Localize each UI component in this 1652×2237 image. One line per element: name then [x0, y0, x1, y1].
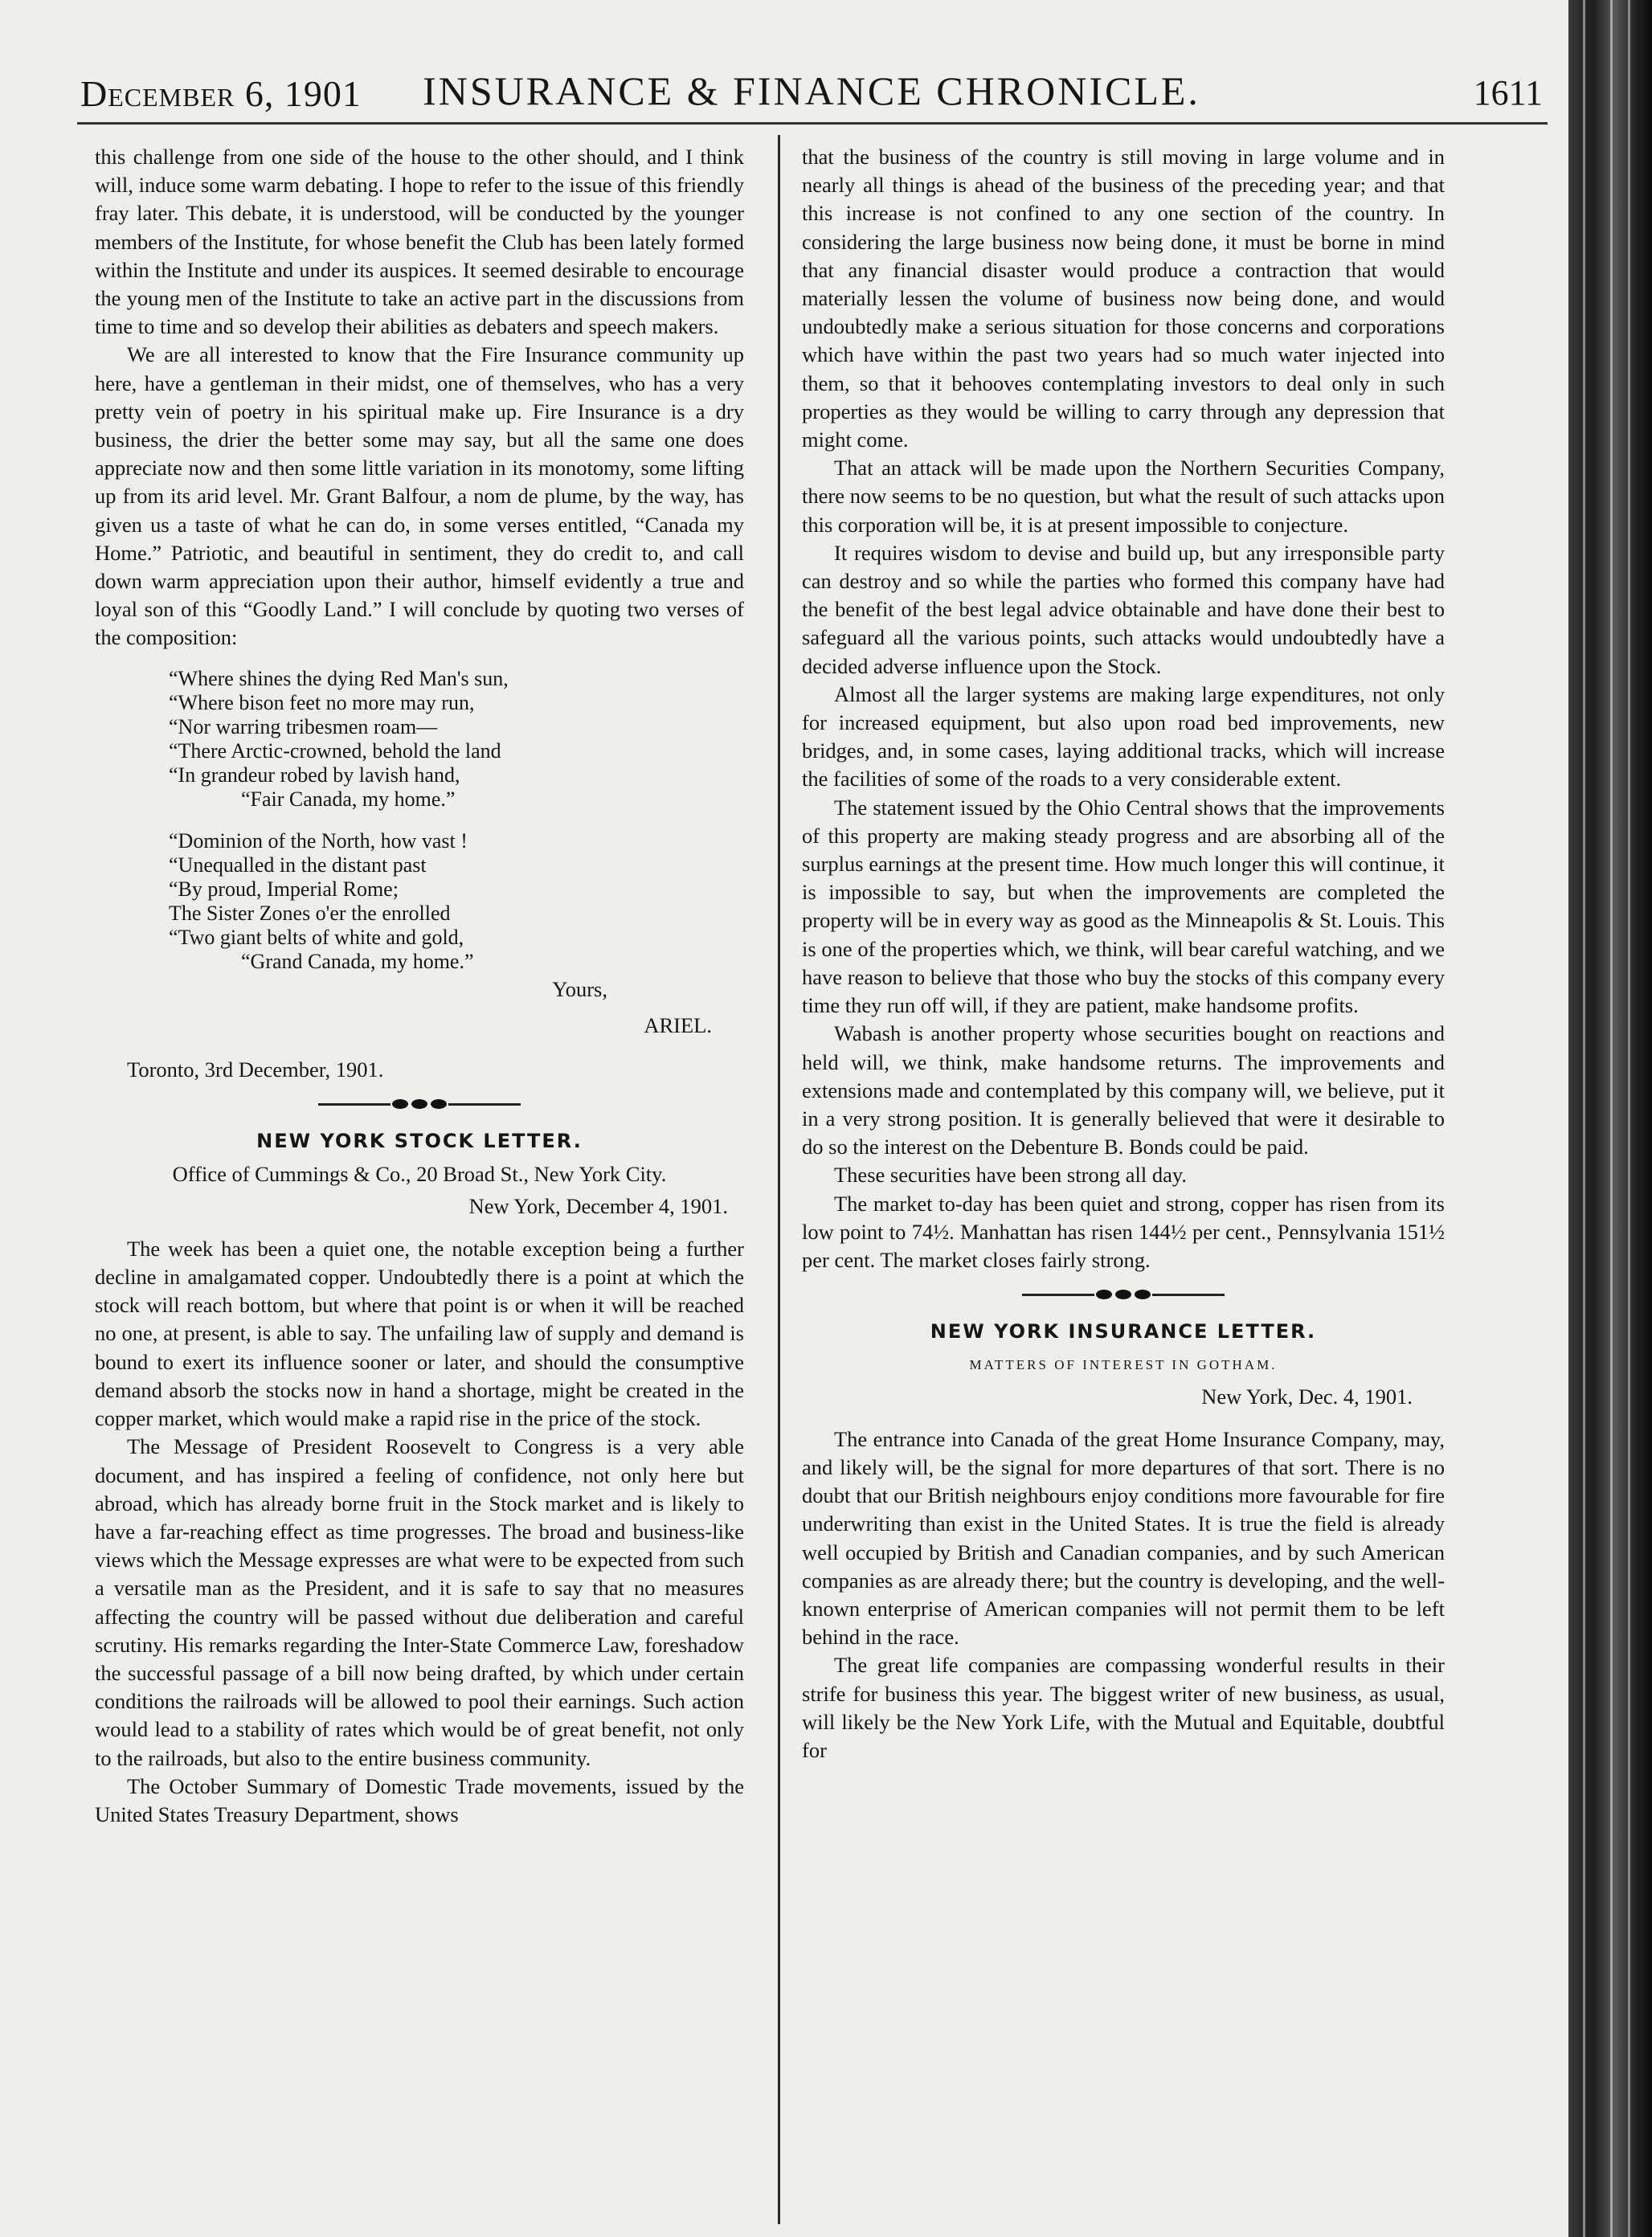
article-paragraph: We are all interested to know that the Fire Insurance community up here, have a gentleman in their midst, one of themselves, who has a very pretty vein of poetry in his spiritual make up. Fire Insurance is a dry business, the drier the better some may say, but all the same one does appreciate now and then some little variation in its monotomy, some lifting up from its arid level. Mr. Grant Balfour, a nom de plume, by the way, has given us a taste of what he can do, in some verses entitled, “Canada my Home.” Patriotic, and beautiful in sentiment, they do credit to, and call down warm appreciation upon their author, himself evidently a true and loyal son of this “Goodly Land.” I will conclude by quoting two verses of the composition: — [95, 342, 744, 650]
letter-closing: Yours, — [552, 976, 607, 1001]
article-paragraph: The week has been a quiet one, the notable exception being a further decline in amalgamated copper. Undoubtedly there is a point at which the stock will reach bottom, but where that point is or when it will be reached no one, at present, is able to say. The unfailing law of supply and demand is bound to exert its influence sooner or later, and should the consumptive demand absorb the stocks now in hand a shortage, might be created in the copper market, which would make a rapid rise in the price of the stock. — [95, 1236, 744, 1431]
article-paragraph: The October Summary of Domestic Trade movements, issued by the United States Treasury Department, shows — [95, 1773, 744, 1826]
poem — [169, 667, 744, 974]
article-paragraph: Wabash is another property whose securities bought on reactions and held will, we think, make handsome returns. The improvements and extensions made and contemplated by this company will, we believe, put it in a very strong position. It is generally believed that were it desirable to do so the interest on the Debenture B. Bonds could be paid. — [802, 1021, 1445, 1159]
section-title: NEW YORK INSURANCE LETTER. — [930, 1320, 1317, 1343]
letter-signature: ARIEL. — [644, 1012, 712, 1037]
binding-gutter — [1568, 0, 1652, 2237]
poem-line: “Where bison feet no more may run, — [169, 690, 475, 714]
section-subtitle: MATTERS OF INTEREST IN GOTHAM. — [969, 1357, 1278, 1373]
poem-line: “Where shines the dying Red Man's sun, — [169, 666, 509, 690]
article-paragraph: that the business of the country is still moving in large volume and in nearly all things is ahead of the business of the preceding year; and that this increase is not confined to any one section of the country. In considering the large business now being done, it must be borne in mind that any financial disaster would produce a contraction that would materially lessen the volume of business now being done, and would undoubtedly make a serious situation for those concerns and corporations which have within the past two years had so much water injected into them, so that it behooves contemplating investors to deal only in such properties as they would be willing to carry through any depression that might come. — [802, 145, 1445, 452]
article-paragraph: Almost all the larger systems are making large expenditures, not only for increased equipment, but also upon road bed improvements, new bridges, and, in some cases, laying additional tracks, which will increase the facilities of some of the roads to a very considerable extent. — [802, 681, 1445, 791]
section-ornament — [95, 1095, 744, 1113]
poem-line: “Nor warring tribesmen roam— — [169, 714, 438, 738]
article-paragraph: The market to-day has been quiet and strong, copper has risen from its low point to 74½. Manhattan has risen 144½ per cent., Pennsylvania 151½ per cent. The market closes fairly strong. — [802, 1191, 1445, 1272]
section-title: NEW YORK STOCK LETTER. — [256, 1130, 583, 1153]
article-paragraph: It requires wisdom to devise and build up, but any irresponsible party can destroy and so while the parties who formed this company have had the benefit of the best legal advice obtainable and have done their best to safeguard all the various points, such attacks would undoubtedly have a decided adverse influence upon the Stock. — [802, 540, 1445, 678]
poem-line: “Grand Canada, my home.” — [241, 949, 474, 973]
article-paragraph: The statement issued by the Ohio Central shows that the improvements of this property are making steady progress and are absorbing all of the surplus earnings at the present time. How much longer this will continue, it is impossible to say, but when the improvements are completed the property will be in every way as good as the Minneapolis & St. Louis. This is one of the properties which, we think, will bear careful watching, and we have reason to believe that those who buy the stocks of this company every time they run off will, if they are patient, make handsome profits. — [802, 795, 1445, 1018]
article-paragraph: The Message of President Roosevelt to Congress is a very able document, and has inspired a feeling of confidence, not only here but abroad, which has already borne fruit in the Stock market and is likely to have a far-reaching effect as time progresses. The broad and business-like views which the Message expresses are what were to be expected from such a versatile man as the President, and it is safe to say that no measures affecting the country will be passed without due deliberation and careful scrutiny. His remarks regarding the Inter-State Commerce Law, foreshadow the successful passage of a bill now being drafted, by which under certain conditions the railroads will be allowed to pool their earnings. Such action would lead to a stability of rates which would be of great benefit, not only to the railroads, but also to the entire business community. — [95, 1434, 744, 1770]
article-paragraph: this challenge from one side of the house to the other should, and I think will, induce some warm debating. I hope to refer to the issue of this friendly fray later. This debate, it is understood, will be conducted by the younger members of the Institute, for whose benefit the Club has been lately formed within the Institute and under its auspices. It seemed desirable to encourage the young men of the Institute to take an active part in the discussions from time to time and so develop their abilities as debaters and speech makers. — [95, 145, 744, 339]
article-paragraph: These securities have been strong all day. — [834, 1163, 1188, 1188]
poem-line: “Dominion of the North, how vast ! — [169, 828, 468, 853]
header-page-number: 1611 — [1473, 73, 1543, 112]
poem-line: “Unequalled in the distant past — [169, 853, 427, 877]
poem-line: “By proud, Imperial Rome; — [169, 877, 399, 901]
letter-place-date: Toronto, 3rd December, 1901. — [127, 1057, 384, 1082]
poem-line: “Two giant belts of white and gold, — [169, 925, 464, 949]
section-dateline: New York, Dec. 4, 1901. — [1201, 1384, 1413, 1409]
section-dateline: New York, December 4, 1901. — [468, 1193, 728, 1218]
header-rule — [77, 122, 1548, 125]
header-date: December 6, 1901 — [80, 73, 362, 114]
section-office: Office of Cummings & Co., 20 Broad St., New York City. — [172, 1162, 667, 1187]
section-ornament — [802, 1286, 1445, 1303]
article-paragraph: The entrance into Canada of the great Home Insurance Company, may, and likely will, be the signal for more departures of that sort. There is no doubt that our British neighbours enjoy conditions more favourable for fire underwriting than exist in the United States. It is true the field is already well occupied by British and Canadian companies, and by such American companies as are already there; but the country is developing, and the well-known enterprise of American companies will not permit them to be left behind in the race. — [802, 1426, 1445, 1650]
article-paragraph: That an attack will be made upon the Northern Securities Company, there now seems to be no question, but what the result of such attacks upon this corporation will be, it is at present impossible to conjecture. — [802, 456, 1445, 537]
poem-line: The Sister Zones o'er the enrolled — [169, 901, 451, 925]
column-divider — [778, 135, 780, 2224]
poem-line: “In grandeur robed by lavish hand, — [169, 763, 460, 787]
poem-line: “There Arctic-crowned, behold the land — [169, 738, 501, 763]
right-column — [802, 143, 1445, 1765]
left-column — [95, 143, 744, 1829]
header-title: INSURANCE & FINANCE CHRONICLE. — [423, 68, 1200, 113]
running-head — [80, 67, 1543, 119]
article-paragraph: The great life companies are compassing wonderful results in their strife for business this year. The biggest writer of new business, as usual, will likely be the New York Life, with the Mutual and Equitable, doubtful for — [802, 1653, 1445, 1762]
poem-line: “Fair Canada, my home.” — [241, 787, 456, 811]
